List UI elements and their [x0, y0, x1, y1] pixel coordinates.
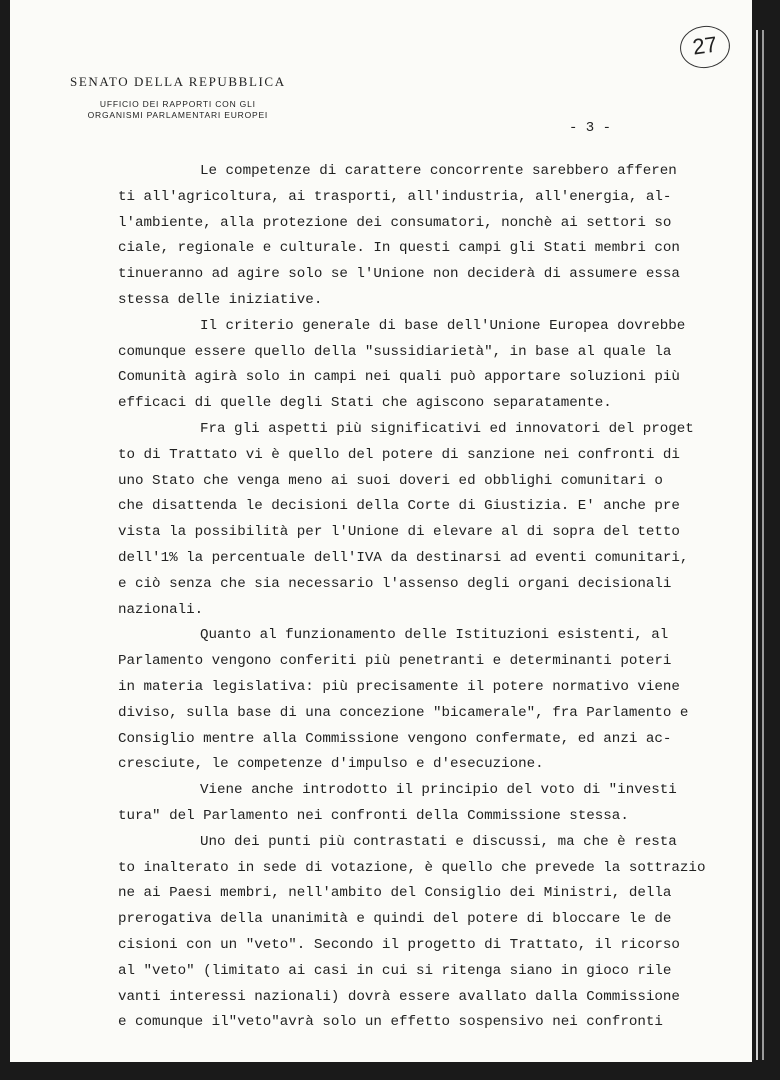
text-line: prerogativa della unanimità e quindi del potere di bloccare le de [118, 911, 672, 928]
text-line: Uno dei punti più contrastati e discussi, ma che è resta [200, 833, 677, 850]
text-line: Comunità agirà solo in campi nei quali può apportare soluzioni più [118, 369, 680, 386]
text-line: cresciute, le competenze d'impulso e d'esecuzione. [118, 756, 544, 773]
text-line: e comunque il"veto"avrà solo un effetto sospensivo nei confronti [118, 1014, 663, 1031]
text-line: uno Stato che venga meno ai suoi doveri ed obblighi comunitari o [118, 472, 663, 489]
document-page [10, 0, 752, 1062]
text-line: Consiglio mentre alla Commissione vengono confermate, ed anzi ac- [118, 730, 672, 747]
office-name [70, 99, 286, 121]
page-edge [756, 30, 758, 1060]
text-line: dell'1% la percentuale dell'IVA da destinarsi ad eventi comunitari, [118, 549, 689, 566]
page-number: - 3 - [569, 120, 612, 136]
text-line: tinueranno ad agire solo se l'Unione non deciderà di assumere essa [118, 266, 680, 283]
archive-number-stamp: 27 [677, 23, 732, 72]
text-line: stessa delle iniziative. [118, 291, 323, 308]
text-line: Viene anche introdotto il principio del voto di "investi [200, 782, 677, 799]
body-text [118, 159, 706, 1036]
text-line: cisioni con un "veto". Secondo il progetto di Trattato, il ricorso [118, 936, 680, 953]
letterhead [70, 74, 286, 121]
text-line: diviso, sulla base di una concezione "bicamerale", fra Parlamento e [118, 704, 689, 721]
text-line: comunque essere quello della "sussidiarietà", in base al quale la [118, 343, 672, 360]
text-line: al "veto" (limitato ai casi in cui si ritenga siano in gioco rile [118, 962, 672, 979]
page-edge [762, 30, 764, 1060]
text-line: che disattenda le decisioni della Corte di Giustizia. E' anche pre [118, 498, 680, 515]
text-line: vanti interessi nazionali) dovrà essere avallato dalla Commissione [118, 988, 680, 1005]
text-line: to di Trattato vi è quello del potere di sanzione nei confronti di [118, 446, 680, 463]
institution-name: SENATO DELLA REPUBBLICA [70, 74, 286, 89]
text-line: tura" del Parlamento nei confronti della Commissione stessa. [118, 807, 629, 824]
text-line: Fra gli aspetti più significativi ed innovatori del proget [200, 420, 694, 437]
text-line: in materia legislativa: più precisamente il potere normativo viene [118, 678, 680, 695]
text-line: vista la possibilità per l'Unione di elevare al di sopra del tetto [118, 524, 680, 541]
text-line: Il criterio generale di base dell'Unione Europea dovrebbe [200, 317, 686, 334]
text-line: to inalterato in sede di votazione, è quello che prevede la sottrazio [118, 859, 706, 876]
text-line: ciale, regionale e culturale. In questi campi gli Stati membri con [118, 240, 680, 257]
text-line: e ciò senza che sia necessario l'assenso degli organi decisionali [118, 575, 672, 592]
office-line: UFFICIO DEI RAPPORTI CON GLI [99, 99, 256, 109]
text-line: nazionali. [118, 601, 204, 618]
text-line: ti all'agricoltura, ai trasporti, all'industria, all'energia, al- [118, 188, 672, 205]
text-line: efficaci di quelle degli Stati che agiscono separatamente. [118, 395, 612, 412]
text-line: Le competenze di carattere concorrente sarebbero afferen [200, 163, 677, 179]
text-line: l'ambiente, alla protezione dei consumatori, nonchè ai settori so [118, 214, 672, 231]
text-line: Parlamento vengono conferiti più penetranti e determinanti poteri [118, 653, 672, 670]
text-line: Quanto al funzionamento delle Istituzioni esistenti, al [200, 627, 669, 644]
text-line: ne ai Paesi membri, nell'ambito del Consiglio dei Ministri, della [118, 885, 672, 902]
office-line: ORGANISMI PARLAMENTARI EUROPEI [87, 110, 269, 120]
